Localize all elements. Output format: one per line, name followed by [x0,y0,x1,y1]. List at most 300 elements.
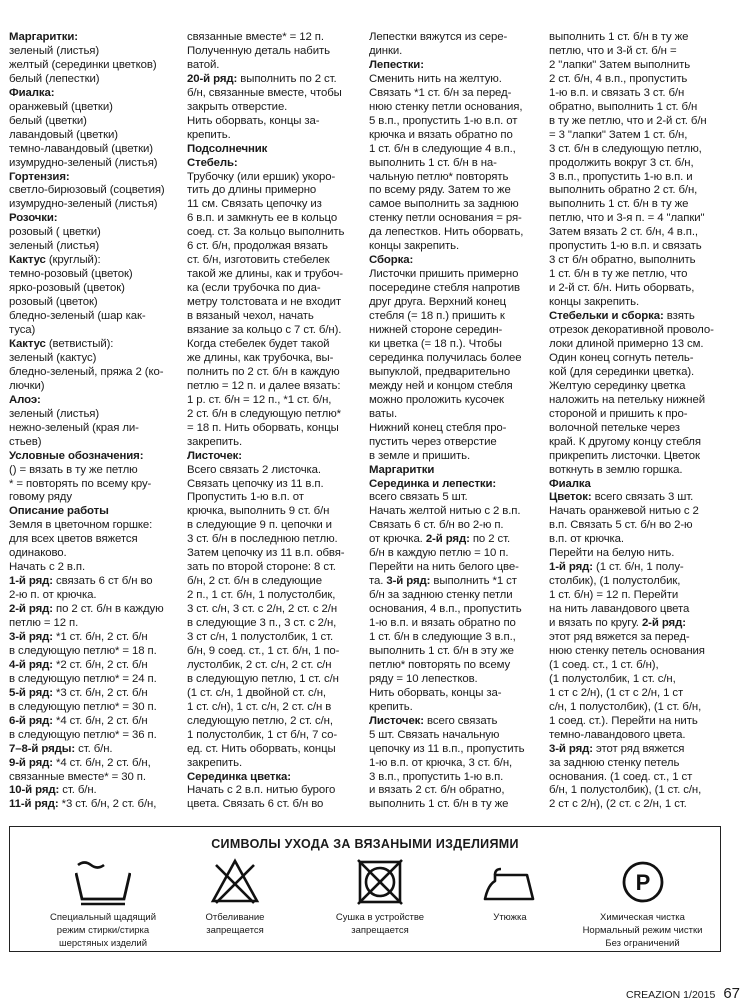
text-line: да лепестков. Нить оборвать, [369,226,524,239]
care-symbols-title: СИМВОЛЫ УХОДА ЗА ВЯЗАНЫМИ ИЗДЕЛИЯМИ [211,837,519,851]
text-line: продолжить вокруг 3 ст. б/н, [549,156,694,169]
text-run: ст. б/н. [75,742,113,755]
text-run: всего связать [423,714,498,727]
text-run: связать 6 ст б/н во [52,575,153,588]
text-line: () = вязать в ту же петлю [9,463,138,476]
text-line [9,505,187,519]
bold-run: 10-й ряд: [9,784,60,797]
text-line [369,478,549,492]
text-line: 3 в.п., пропустить 1-ю в.п. [369,770,504,783]
bold-run: 4-й ряд: [9,658,53,671]
text-line [187,73,369,87]
text-line: в следующие 3 п., 3 ст. с 2/н, [187,617,337,630]
text-line: Перейти на белую нить. [549,547,675,560]
text-line: динки. [369,44,403,57]
text-run: *1 ст. б/н, 2 ст. б/н [52,630,148,643]
text-line: концы закрепить. [549,296,640,309]
text-line: 3 ст. б/н в следующую петлю, [549,142,702,155]
text-line: Земля в цветочном горшке: [9,519,153,532]
bold-run: Условные обозначения: [9,449,144,462]
no-bleach-icon [210,857,260,907]
text-line: 3 ст. с/н, 3 ст. с 2/н, 2 ст. с 2/н [187,603,338,616]
text-line: столбик), (1 полустолбик, [549,575,681,588]
text-line: 3 в.п., пропустить 1-ю в.п. и [549,170,693,183]
text-line: Нить оборвать, концы за- [369,686,502,699]
text-line: стенку петли основания = ря- [369,212,522,225]
text-line: нежно-зеленый (края ли- [9,421,139,434]
text-line: на нить лавандового цвета [549,603,690,616]
svg-text:P: P [635,870,650,895]
care-item-no-tumble-dry [330,857,430,937]
text-run: (круглый): [45,254,101,267]
text-line [369,464,549,478]
care-label-no-tumble-dry: Сушка в устройстве запрещается [335,912,425,936]
text-line [369,575,549,589]
text-line: туса) [9,324,36,337]
text-line [369,519,549,533]
text-line: изумрудно-зеленый (листья) [9,198,158,211]
care-label-iron: Утюжка [493,912,527,923]
care-item-dry-clean [575,857,710,950]
text-line: 1 полустолбик, 1 ст б/н, 7 со- [187,728,338,741]
text-run: выполнить по 2 ст. [237,72,337,85]
text-line: локи длиной примерно 13 см. [549,337,704,350]
text-line: выполнить 1 ст. б/н в ту же [549,198,689,211]
text-line: одинаково. [9,547,67,560]
text-line: Лепестки вяжутся из сере- [369,31,508,43]
bold-run: Сборка: [369,254,414,267]
text-line: 1 ст. с/н), 1 ст. с/н, 2 ст. с/н в [187,700,332,713]
text-line: стьев) [9,435,42,448]
text-line: полнить по 2 ст. б/н в каждую [187,365,340,378]
text-line: говому ряду [9,491,72,504]
text-line: зеленый (листья) [9,407,100,420]
text-line [369,533,549,547]
text-line: Когда стебелек будет такой [187,337,330,350]
text-line: серединка получилась более [369,351,522,364]
care-label-gentle-wash: Специальный щадящий режим стирки/стирка шерстяных изделий [49,912,157,949]
text-line: в следующую петлю* = 30 п. [9,700,157,713]
text-line [187,143,369,157]
text-line [9,338,187,352]
bold-run: 5-й ряд: [9,686,53,699]
text-line: этот ряд вяжется за перед- [549,630,690,643]
text-line [187,771,369,785]
text-line: Сменить нить на желтую. [369,72,502,85]
text-line: между ней и концом стебля [369,379,513,392]
text-line: лючки) [9,379,45,392]
text-line: такой же длины, как и трубоч- [187,268,343,281]
text-line [549,743,742,757]
text-line: петлю, что и 3-я п. = 4 "лапки" [549,212,705,225]
text-line: 2-ю п. от крючка. [9,589,97,602]
text-line: крючка и вязать обратно по [369,128,513,141]
text-line [187,450,369,464]
text-line: цепочку из 11 в.п., пропустить [369,742,525,755]
text-line: и 2-й ст. б/н. Нить оборвать, [549,282,695,295]
text-line: в следующую петлю* = 24 п. [9,672,157,685]
text-line: нюю стенку петель основания [549,644,705,657]
text-line [369,59,549,73]
text-line: б/н в каждую петлю = 10 п. [369,547,509,560]
text-line: тить до длины примерно [187,184,317,197]
text-line: Всего связать 2 листочка. [187,463,321,476]
text-line: основания, 4 в.п., пропустить [369,603,522,616]
text-line: желтый (серединки цветков) [9,58,157,71]
text-run: выполнить *1 ст [430,575,517,588]
text-line: край. К другому концу стебля [549,435,701,448]
text-line: Связать *1 ст. б/н за перед- [369,86,512,99]
text-line: петлю = 12 п. и далее вязать: [187,379,341,392]
bold-run: Серединка и лепестки: [369,477,497,490]
text-line: же длины, как трубочка, вы- [187,351,334,364]
text-line [9,798,187,811]
text-line [9,659,187,673]
text-line: петлю = 12 п. [9,617,79,630]
text-line: 1-ю в.п. и вязать обратно по [369,617,516,630]
text-line: в следующую петлю* = 18 п. [9,644,157,657]
text-line: связанные вместе* = 12 п. [187,31,324,43]
text-line: Полученную деталь набить [187,44,330,57]
text-line: выполнить 1 ст. б/н в на- [369,156,497,169]
text-line: в земле и пришить. [369,449,471,462]
text-line: в следующую петлю* = 36 п. [9,728,157,741]
text-run: *2 ст. б/н, 2 ст. б/н [52,658,148,671]
text-line: (1 полустолбик, 1 ст. с/н, [549,672,676,685]
column-4 [549,31,742,811]
text-line: метру толстовата и не входит [187,296,342,309]
text-line: белый (лепестки) [9,72,100,85]
bold-run: 2-й ряд: [9,603,53,616]
text-line [549,491,742,505]
text-run: от крючка. [369,533,426,546]
text-line: чальную петлю* повторять [369,170,509,183]
text-line: 3 ст б/н обратно, выполнить [549,254,696,267]
text-run: *3 ст. б/н, 2 ст. б/н, [58,798,157,811]
bold-run: Листочек: [369,714,424,727]
text-line: выпуклой, предварительно [369,365,511,378]
text-line: закрыть отверстие. [187,100,288,113]
text-run: по 2 ст. [469,533,511,546]
bold-run: 20-й ряд: [187,72,238,85]
text-line: 1 ст. б/н в следующие 4 в.п., [369,142,516,155]
text-line [9,394,187,408]
text-line: закрепить. [187,435,243,448]
text-line: в вязаный чехол, начать [187,310,314,323]
article-columns [9,31,742,811]
text-line: 1 ст. б/н в следующие 3 в.п., [369,630,516,643]
text-run: Связать 6 ст. б/н во 2-ю п. [369,519,504,532]
text-line: Один конец согнуть петель- [549,351,694,364]
bold-run: Стебель: [187,156,238,169]
text-line: отрезок декоративной проволо- [549,324,714,337]
text-line [9,631,187,645]
text-line: 1-ю в.п. от крючка, 3 ст. б/н, [369,756,513,769]
bold-run: Маргаритки: [9,31,78,43]
bold-run: 3-й ряд: [386,575,431,588]
text-line [369,254,549,268]
bold-run: 1-й ряд: [9,575,53,588]
text-line: Нижний конец стебля про- [369,421,507,434]
bold-run: Лепестки: [369,58,424,71]
text-run: *4 ст. б/н, 2 ст. б/н [52,714,148,727]
text-line: б/н, связанные вместе, чтобы [187,86,342,99]
text-line: следующую петлю, 2 ст. с/н, [187,714,333,727]
text-line: лавандовый (цветки) [9,128,118,141]
text-line: по всему ряду. Затем то же [369,184,511,197]
text-run: (ветвистый): [45,337,114,350]
bold-run: 11-й ряд: [9,798,59,811]
text-line: Начать с 2 в.п. нитью бурого [187,784,336,797]
bold-run: Гортензия: [9,170,70,183]
text-line: посередине стебля напротив [369,282,520,295]
text-line: связанные вместе* = 30 п. [9,770,146,783]
text-line: 3 ст с/н, 1 полустолбик, 1 ст. [187,630,334,643]
text-line [9,31,187,45]
text-line: за заднюю стенку петель [549,756,680,769]
text-line: зеленый (листья) [9,44,100,57]
text-line: друг друга. Верхний конец [369,296,507,309]
text-line: выполнить 1 ст. б/н в ту же [549,31,689,43]
bold-run: Маргаритки [369,463,435,476]
text-line: соед. ст. За кольцо выполнить [187,226,345,239]
iron-icon [482,857,538,907]
text-line: наложить на петельку нижней [549,393,705,406]
text-line: темно-лавандовый (цветки) [9,142,154,155]
text-run: по 2 ст. б/н в каждую [52,603,164,616]
bold-run: Кактус [9,254,46,267]
bold-run: 1-й ряд: [549,561,593,574]
bold-run: Алоэ: [9,393,41,406]
text-line: 11 см. Связать цепочку из [187,198,322,211]
text-line: выполнить обратно 2 ст. б/н, [549,184,698,197]
text-line [9,715,187,729]
text-line: розовый (цветок) [9,296,98,309]
text-line: зеленый (листья) [9,240,100,253]
text-line: 1 р. ст. б/н = 12 п., *1 ст. б/н, [187,393,332,406]
text-line [549,310,742,324]
text-line: вязание за кольцо с 7 ст. б/н). [187,324,342,337]
text-line: оранжевый (цветки) [9,100,113,113]
bold-run: Серединка цветка: [187,770,291,783]
bold-run: Листочек: [187,449,242,462]
text-line: Листочки пришить примерно [369,268,519,281]
text-line: крепить. [187,128,231,141]
text-line: концы закрепить. [369,240,460,253]
bold-run: Розочки: [9,212,58,225]
text-line: крючка, выполнить 9 ст. б/н [187,505,330,518]
text-line: петлю, что и 3-й ст. б/н = [549,44,677,57]
text-line: 5 в.п., пропустить 1-ю в.п. от [369,114,518,127]
text-line [9,575,187,589]
bold-run: Описание работы [9,505,109,518]
bold-run: 2-й ряд: [425,533,470,546]
text-line [9,212,187,226]
text-line: самое выполнить за заднюю [369,198,519,211]
text-run: всего связать 3 шт. [591,491,694,504]
text-line: цвета. Связать 6 ст. б/н во [187,798,324,811]
text-line: бледно-зеленый, пряжа 2 (ко- [9,365,164,378]
text-line: всего связать 5 шт. [369,491,468,504]
text-line: 6 ст. б/н, продолжая вязать [187,240,328,253]
text-run: этот ряд вяжется [592,742,685,755]
text-line: 3 ст. б/н в последнюю петлю. [187,533,338,546]
text-line: волочной петельке через [549,421,680,434]
text-line: и вязать 2 ст. б/н обратно, [369,784,505,797]
text-line: ка (если трубочка по диа- [187,282,321,295]
bold-run: 3-й ряд: [549,742,593,755]
bold-run: Фиалка: [9,86,55,99]
text-line: лустолбик, 2 ст. с/н, 2 ст. с/н [187,658,332,671]
bold-run: Кактус [9,337,46,350]
text-line: ватой. [187,58,220,71]
text-run: та. [369,575,387,588]
text-line: = 18 п. Нить оборвать, концы [187,421,339,434]
text-line: * = повторять по всему кру- [9,477,152,490]
text-line: кой (для серединки цветка). [549,365,695,378]
dry-clean-p-icon [618,857,668,907]
text-line: 1 ст. б/н) = 12 п. Перейти [549,589,679,602]
text-line: б/н, 1 полустолбик), (1 ст. с/н, [549,784,702,797]
text-line: 2 ст с 2/н), (2 ст. с 2/н, 1 ст. [549,798,687,811]
text-line [9,743,187,757]
text-line: 1-ю в.п. и связать 3 ст. б/н [549,86,685,99]
care-item-no-bleach [190,857,280,937]
text-line: ряду = 10 лепестков. [369,672,478,685]
text-run: *3 ст. б/н, 2 ст. б/н [52,686,148,699]
text-line: = 3 "лапки" Затем 1 ст. б/н, [549,128,688,141]
text-line: Желтую серединку цветка [549,379,686,392]
text-line: белый (цветки) [9,114,87,127]
text-line: б/н за заднюю стенку петли [369,589,513,602]
text-line: 1 ст с 2/н), (1 ст с 2/н, 1 ст [549,686,684,699]
care-item-gentle-wash [38,857,168,950]
text-line: закрепить. [187,756,243,769]
text-line: выполнить 1 ст. б/н в эту же [369,644,514,657]
text-line [9,603,187,617]
text-line: 2 ст. б/н в следующую петлю* [187,407,341,420]
text-line: (1 соед. ст., 1 ст. б/н), [549,658,659,671]
page-footer [626,985,740,1002]
text-line [9,254,187,268]
text-line: Пропустить 1-ю в.п. от [187,491,304,504]
text-line: стороной и пришить к про- [549,407,688,420]
text-line [549,478,742,492]
text-line: ки цветка (= 18 п.). Чтобы [369,337,502,350]
care-label-no-bleach: Отбеливание запрещается [205,912,265,936]
text-line: нижней стороне середин- [369,324,503,337]
bold-run: 2-й ряд: [641,617,686,630]
text-line [549,561,742,575]
text-line: в ту же петлю, что и 2-й ст. б/н [549,114,707,127]
text-line: 6 в.п. и замкнуть ее в кольцо [187,212,338,225]
bold-run: 3-й ряд: [9,630,53,643]
text-line: стебля (= 18 п.) пришить к [369,310,505,323]
text-line: крепить. [369,700,413,713]
care-item-iron [470,857,550,924]
text-line: нюю стенку петли основания, [369,100,523,113]
text-line: 1 соед. ст.). Перейти на нить [549,714,698,727]
no-tumble-dry-icon [355,857,405,907]
text-line: можно проложить кусочек [369,393,504,406]
magazine-issue: CREAZION 1/2015 [626,989,716,1001]
text-line: Затем цепочку из 11 в.п. обвя- [187,547,345,560]
text-line: Начать оранжевой нитью с 2 [549,505,699,518]
text-line: изумрудно-зеленый (листья) [9,156,158,169]
text-line: выполнить 1 ст. б/н в ту же [369,798,509,811]
gentle-wash-icon [75,857,131,907]
text-line: петлю* повторять по всему [369,658,511,671]
text-line: ед. ст. Нить оборвать, концы [187,742,336,755]
text-line [369,715,549,729]
column-1 [9,31,187,811]
bold-run: Стебельки и сборка: [549,310,664,323]
text-line: зать по второй стороне: 8 ст. [187,561,336,574]
text-line: б/н, 9 соед. ст., 1 ст. б/н, 1 по- [187,644,340,657]
text-line: ваты. [369,407,398,420]
text-line: 1 ст. б/н в ту же петлю, что [549,268,688,281]
text-line: Начать с 2 в.п. [9,561,86,574]
text-line [9,171,187,185]
text-line: обратно, выполнить 1 ст. б/н [549,100,698,113]
text-line: Затем вязать 2 ст. б/н, 4 в.п., [549,226,698,239]
text-line: в следующую петлю, 1 ст. с/н [187,672,339,685]
care-symbols-box [9,826,721,952]
text-line: 2 ст. б/н, 4 в.п., пропустить [549,72,688,85]
bold-run: Цветок: [549,491,592,504]
text-run: и вязать по кругу. [549,617,642,630]
text-line: темно-лавандового цвета. [549,728,686,741]
column-3 [369,31,549,811]
care-label-dry-clean: Химическая чистка Нормальный режим чистки Без ограничений [582,912,703,949]
bold-run: 7–8-й ряды: [9,742,76,755]
text-line: б/н, 2 ст. б/н в следующие [187,575,322,588]
text-line: зеленый (кактус) [9,351,97,364]
text-line [9,757,187,771]
text-line [9,450,187,464]
bold-run: Подсолнечник [187,142,268,155]
text-line: в.п. Связать 5 ст. б/н во 2-ю [549,519,693,532]
text-line: 2 "лапки" Затем выполнить [549,58,691,71]
text-line [9,784,187,798]
text-line [549,617,742,631]
text-line: основания. (1 соед. ст., 1 ст [549,770,693,783]
text-line: Нить оборвать, концы за- [187,114,320,127]
text-line: Трубочку (или ершик) укоро- [187,170,336,183]
text-line: Начать желтой нитью с 2 в.п. [369,505,521,518]
bold-run: 9-й ряд: [9,756,53,769]
text-run: взять [663,310,695,323]
text-line: Связать цепочку из 11 в.п. [187,477,324,490]
text-line: прикрепить листочки. Цветок [549,449,700,462]
text-line: розовый ( цветки) [9,226,101,239]
text-run: ст. б/н. [59,784,97,797]
text-line: 5 шт. Связать начальную [369,728,500,741]
text-line: пустить через отверстие [369,435,497,448]
text-line: для всех цветов вяжется [9,533,138,546]
text-line [187,157,369,171]
text-line: воткнуть в землю горшка. [549,463,683,476]
text-line [9,687,187,701]
text-line [9,87,187,101]
bold-run: 6-й ряд: [9,714,53,727]
column-2 [187,31,369,811]
text-line: ярко-розовый (цветок) [9,282,125,295]
text-run: *4 ст. б/н, 2 ст. б/н, [52,756,151,769]
page-number: 67 [723,985,740,1002]
text-line: (1 ст. с/н, 1 двойной ст. с/н, [187,686,326,699]
text-run: (1 ст. б/н, 1 полу- [592,561,684,574]
